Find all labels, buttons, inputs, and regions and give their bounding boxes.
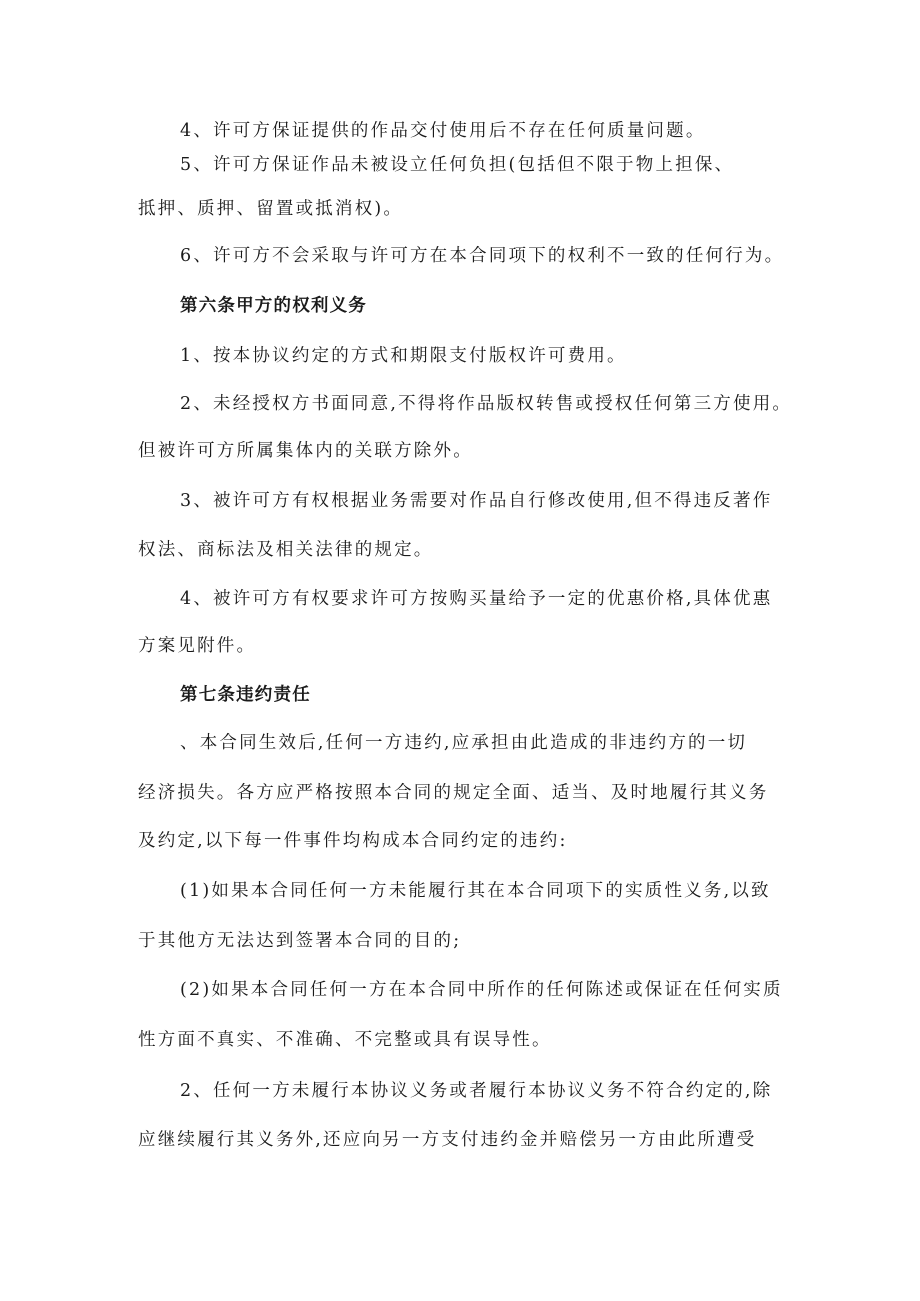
paragraph-line: 、本合同生效后,任何一方违约,应承担由此造成的非违约方的一切 <box>180 733 748 753</box>
section-heading: 第七条违约责任 <box>180 685 311 705</box>
paragraph-line: 经济损失。各方应严格按照本合同的规定全面、适当、及时地履行其义务 <box>138 783 769 803</box>
paragraph-line: 方案见附件。 <box>138 636 257 656</box>
paragraph-line: (2)如果本合同任何一方在本合同中所作的任何陈述或保证在任何实质 <box>180 980 783 1000</box>
paragraph-line: 抵押、质押、留置或抵消权)。 <box>138 199 404 219</box>
paragraph-line: 6、许可方不会采取与许可方在本合同项下的权利不一致的任何行为。 <box>180 246 785 266</box>
paragraph-line: 及约定,以下每一件事件均构成本合同约定的违约: <box>138 831 568 851</box>
paragraph-line: 3、被许可方有权根据业务需要对作品自行修改使用,但不得违反著作 <box>180 491 773 511</box>
paragraph-line: 权法、商标法及相关法律的规定。 <box>138 540 434 560</box>
paragraph-line: (1)如果本合同任何一方未能履行其在本合同项下的实质性义务,以致 <box>180 881 771 901</box>
paragraph-line: 性方面不真实、不准确、不完整或具有误导性。 <box>138 1030 552 1050</box>
paragraph-line: 应继续履行其义务外,还应向另一方支付违约金并赔偿另一方由此所遭受 <box>138 1130 757 1150</box>
paragraph-line: 5、许可方保证作品未被设立任何负担(包括但不限于物上担保、 <box>180 155 735 175</box>
paragraph-line: 4、被许可方有权要求许可方按购买量给予一定的优惠价格,具体优惠 <box>180 589 773 609</box>
paragraph-line: 2、任何一方未履行本协议义务或者履行本协议义务不符合约定的,除 <box>180 1081 773 1101</box>
paragraph-line: 1、按本协议约定的方式和期限支付版权许可费用。 <box>180 346 627 366</box>
paragraph-line: 但被许可方所属集体内的关联方除外。 <box>138 441 473 461</box>
paragraph-line: 4、许可方保证提供的作品交付使用后不存在任何质量问题。 <box>180 121 706 141</box>
paragraph-line: 于其他方无法达到签署本合同的目的; <box>138 931 462 951</box>
section-heading: 第六条甲方的权利义务 <box>180 296 367 316</box>
paragraph-line: 2、未经授权方书面同意,不得将作品版权转售或授权任何第三方使用。 <box>180 394 793 414</box>
